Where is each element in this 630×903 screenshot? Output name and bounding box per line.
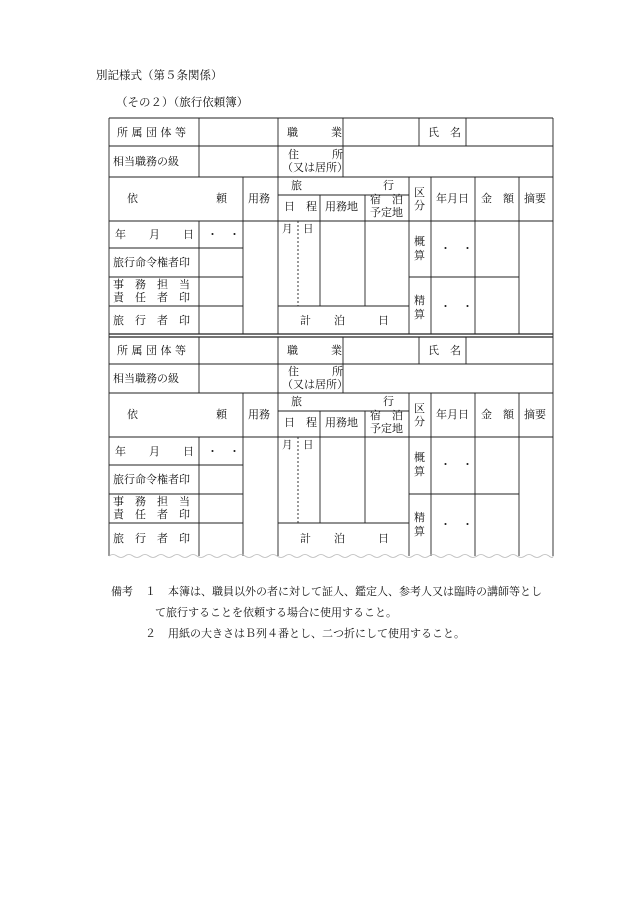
date-label-month: 月 <box>149 228 160 241</box>
schedule-day: 日 <box>303 223 314 235</box>
date-label-year: 年 <box>115 228 126 241</box>
occupation-label: 職 業 <box>287 344 342 357</box>
note-1-text: 本簿は、職員以外の者に対して証人、鑑定人、参考人又は臨時の講師等とし <box>168 585 542 598</box>
rank-label: 相当職務の級 <box>113 155 179 168</box>
notes-label: 備考 <box>111 585 133 598</box>
amount-header: 金 額 <box>481 192 514 205</box>
name-label: 氏 名 <box>428 344 461 357</box>
destination-header: 用務地 <box>325 200 358 213</box>
estimate-label-2: 算 <box>414 465 425 478</box>
estimate-label-2: 算 <box>414 249 425 262</box>
travel-header-2: 行 <box>383 179 394 192</box>
lodging-header-2: 予定地 <box>370 206 403 219</box>
name-label: 氏 名 <box>428 126 461 139</box>
nights-label: 泊 <box>334 532 345 545</box>
charge-label: 事 務 担 当 <box>113 278 190 291</box>
form-subheading: （その２）（旅行依頼簿） <box>116 95 249 109</box>
request-label: 依 <box>127 408 138 421</box>
affiliation-label: 所 属 団 体 等 <box>117 126 186 139</box>
date-label-day: 日 <box>183 228 194 241</box>
travel-header: 旅 <box>291 179 302 192</box>
address-label: 住 所 <box>288 148 343 161</box>
category-header-2: 分 <box>414 415 425 428</box>
note-2-number: ２ <box>145 627 156 640</box>
settle-label-2: 算 <box>414 308 425 321</box>
category-header-2: 分 <box>414 199 425 212</box>
schedule-day: 日 <box>303 439 314 451</box>
destination-header: 用務地 <box>325 416 358 429</box>
note-1-continued: て旅行することを依頼する場合に使用すること。 <box>155 606 397 619</box>
lodging-header: 宿 泊 <box>370 193 403 206</box>
total-label: 計 <box>300 532 311 545</box>
affiliation-label: 所 属 団 体 等 <box>117 344 186 357</box>
date-label-month: 月 <box>149 445 160 458</box>
charge-label-2: 責 任 者 印 <box>113 508 190 521</box>
occupation-label: 職 業 <box>287 126 342 139</box>
purpose-header: 用務 <box>248 408 270 421</box>
charge-label: 事 務 担 当 <box>113 495 190 508</box>
remarks-header: 摘要 <box>524 192 546 205</box>
schedule-month: 月 <box>282 223 293 235</box>
note-1-number: １ <box>145 585 156 598</box>
amount-header: 金 額 <box>481 408 514 421</box>
address-label: 住 所 <box>288 365 343 378</box>
days-label: 日 <box>378 532 389 545</box>
date-header: 年月日 <box>436 192 469 205</box>
settle-label: 精 <box>414 294 425 307</box>
note-2-text: 用紙の大きさはＢ列４番とし、二つ折にして使用すること。 <box>168 627 465 640</box>
schedule-header: 日 程 <box>284 200 317 213</box>
request-label-2: 頼 <box>216 192 227 205</box>
date-header: 年月日 <box>436 408 469 421</box>
rank-label: 相当職務の級 <box>113 372 179 385</box>
charge-label-2: 責 任 者 印 <box>113 291 190 304</box>
lodging-header: 宿 泊 <box>370 409 403 422</box>
date-dots: ・ ・ <box>207 445 240 458</box>
address-note: （又は居所） <box>282 161 348 174</box>
settle-dots: ・ ・ <box>440 518 473 531</box>
address-note: （又は居所） <box>282 378 348 391</box>
traveler-seal-label: 旅 行 者 印 <box>113 532 190 545</box>
estimate-label: 概 <box>414 451 425 464</box>
remarks-header: 摘要 <box>524 408 546 421</box>
nights-label: 泊 <box>334 314 345 327</box>
date-label-year: 年 <box>115 445 126 458</box>
traveler-seal-label: 旅 行 者 印 <box>113 314 190 327</box>
estimate-dots: ・ ・ <box>440 458 473 471</box>
order-seal-label: 旅行命令権者印 <box>113 473 190 486</box>
estimate-label: 概 <box>414 235 425 248</box>
order-seal-label: 旅行命令権者印 <box>113 256 190 269</box>
schedule-header: 日 程 <box>284 416 317 429</box>
request-label-2: 頼 <box>216 408 227 421</box>
travel-header-2: 行 <box>383 395 394 408</box>
date-label-day: 日 <box>183 445 194 458</box>
form-heading: 別記様式（第５条関係） <box>96 68 223 82</box>
lodging-header-2: 予定地 <box>370 422 403 435</box>
settle-label: 精 <box>414 511 425 524</box>
schedule-month: 月 <box>282 439 293 451</box>
total-label: 計 <box>300 314 311 327</box>
request-label: 依 <box>127 192 138 205</box>
purpose-header: 用務 <box>248 192 270 205</box>
category-header: 区 <box>414 186 425 199</box>
estimate-dots: ・ ・ <box>440 242 473 255</box>
days-label: 日 <box>378 314 389 327</box>
settle-dots: ・ ・ <box>440 300 473 313</box>
travel-header: 旅 <box>291 395 302 408</box>
category-header: 区 <box>414 402 425 415</box>
settle-label-2: 算 <box>414 525 425 538</box>
date-dots: ・ ・ <box>207 228 240 241</box>
